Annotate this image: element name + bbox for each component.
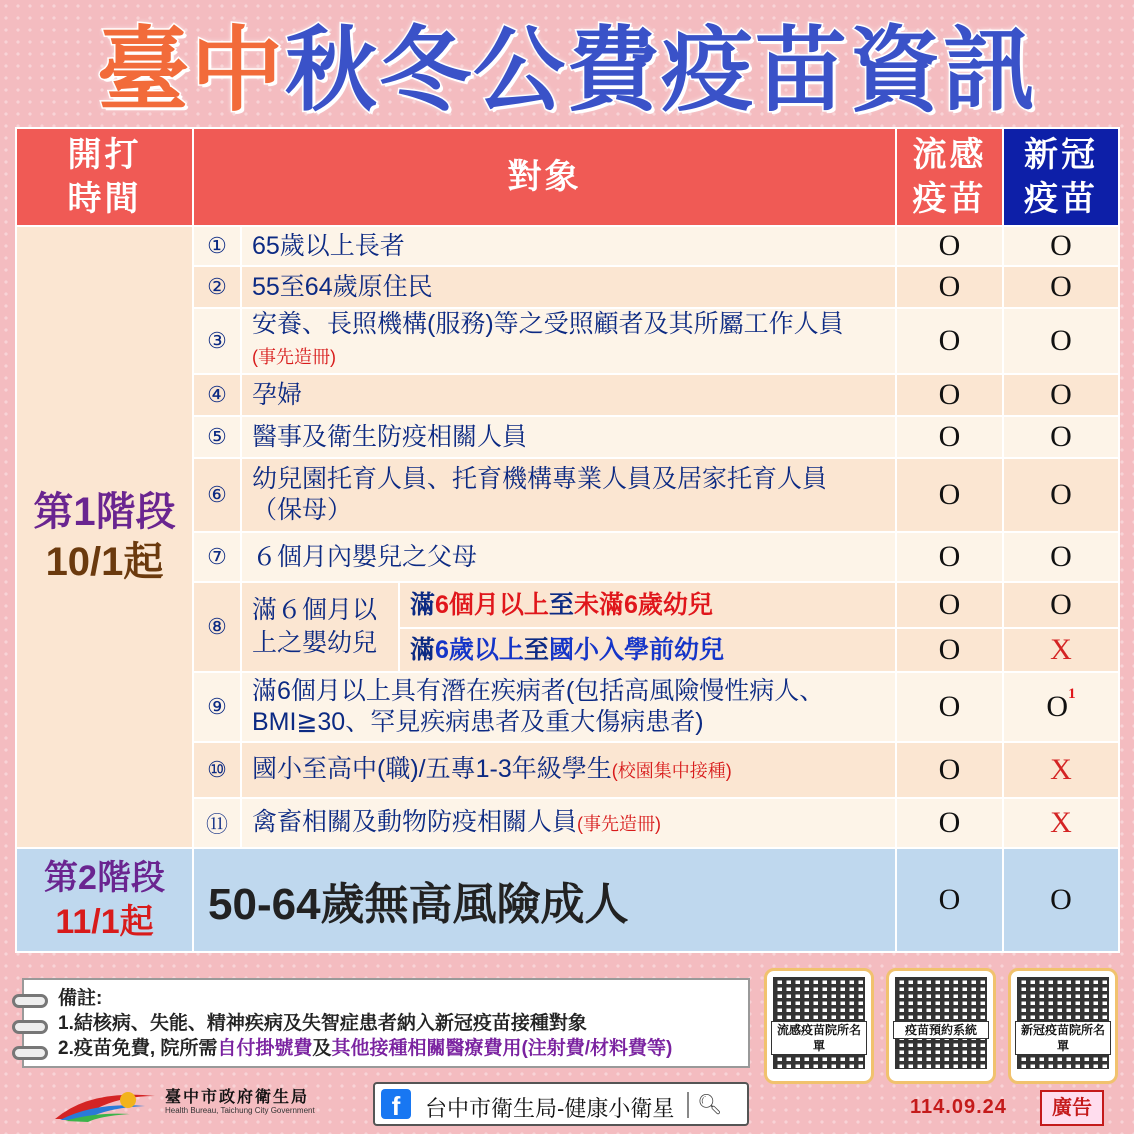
row-number: ② [193,266,241,308]
row-number: ④ [193,374,241,416]
facebook-icon: f [381,1089,411,1119]
covid-mark: X [1003,798,1119,848]
row-target: 65歲以上長者 [241,226,896,266]
row-number: ⑧ [193,582,241,672]
health-bureau-logo [50,1084,370,1128]
notes-box [22,978,750,1068]
row-number: ③ [193,308,241,374]
row-target: 55至64歲原住民 [241,266,896,308]
covid-mark: O [1003,226,1119,266]
flu-mark: O [896,266,1003,308]
stage-2-target: 50-64歲無高風險成人 [193,848,896,952]
notes-line-1: 1.結核病、失能、精神疾病及失智症患者納入新冠疫苗接種對象 [58,1013,587,1034]
ad-badge: 廣告 [1040,1090,1104,1126]
qr-label: 流感疫苗院所名單 [771,1021,867,1055]
facebook-page-name: 台中市衛生局-健康小衛星 [425,1096,675,1121]
title-part-1: 臺中 [96,17,285,124]
covid-mark: O [1003,848,1119,952]
stage-1-name: 第1階段 [33,490,176,534]
row-number: ⑤ [193,416,241,458]
covid-mark: O [1003,416,1119,458]
row-number: ⑪ [193,798,241,848]
covid-mark: X [1003,628,1119,672]
page-title [0,8,1134,124]
covid-mark: O [1003,308,1119,374]
row-number: ① [193,226,241,266]
stage-2-date: 11/1起 [55,903,154,941]
org-name-en: Health Bureau, Taichung City Government [165,1106,315,1115]
vaccine-table [15,127,1120,953]
notes-heading: 備註: [58,988,103,1009]
covid-mark: O [1003,532,1119,582]
qr-label: 疫苗預約系統 [893,1021,989,1039]
publish-date: 114.09.24 [910,1096,1007,1118]
row-sub-target: 滿6歲以上至國小入學前幼兒 [399,628,896,672]
row-target: 醫事及衛生防疫相關人員 [241,416,896,458]
row-number: ⑦ [193,532,241,582]
flu-mark: O [896,532,1003,582]
divider [687,1092,689,1118]
row-target: 國小至高中(職)/五專1-3年級學生(校園集中接種) [241,742,896,798]
flu-mark: O [896,798,1003,848]
qr-flu-clinics[interactable] [764,968,874,1084]
header-time: 開打 時間 [16,128,193,226]
row-target: 滿6個月以上具有潛在疾病者(包括高風險慢性病人、 BMI≧30、罕見疾病患者及重大傷病患者) [241,672,896,742]
header-flu: 流感 疫苗 [896,128,1003,226]
row-target: 安養、長照機構(服務)等之受照顧者及其所屬工作人員 (事先造冊) [241,308,896,374]
stage-2-name: 第2階段 [44,859,165,897]
table-row [16,226,1119,266]
binder-ring-icon [12,1046,48,1060]
header-target: 對象 [193,128,896,226]
covid-mark: O [1003,266,1119,308]
qr-covid-clinics[interactable] [1008,968,1118,1084]
flu-mark: O [896,226,1003,266]
flu-mark: O [896,628,1003,672]
notes-line-2: 2.疫苗免費, 院所需自付掛號費及其他接種相關醫療費用(注射費/材料費等) [58,1038,673,1059]
row-target: 孕婦 [241,374,896,416]
qr-booking-system[interactable] [886,968,996,1084]
covid-mark: $O^1$ [1003,672,1119,742]
flu-mark: O [896,308,1003,374]
stage-2-cell [16,848,193,952]
row-target: 滿６個月以上之嬰幼兒 [241,582,399,672]
flu-mark: O [896,742,1003,798]
flu-mark: O [896,848,1003,952]
row-number: ⑩ [193,742,241,798]
flu-mark: O [896,458,1003,532]
org-name: 臺中市政府衛生局 [165,1089,310,1106]
facebook-search-bar[interactable] [373,1082,749,1126]
row-target: 幼兒園托育人員、托育機構專業人員及居家托育人員 （保母） [241,458,896,532]
binder-ring-icon [12,1020,48,1034]
title-part-2: 秋冬公費疫苗資訊 [285,17,1038,124]
flu-mark: O [896,582,1003,628]
covid-mark: O [1003,374,1119,416]
row-number: ⑨ [193,672,241,742]
stage-1-cell [16,226,193,848]
search-icon[interactable]: 🔍︎ [697,1094,723,1116]
stage-1-date: 10/1起 [45,540,164,584]
row-sub-target: 滿6個月以上至未滿6歲幼兒 [399,582,896,628]
header-covid: 新冠 疫苗 [1003,128,1119,226]
covid-mark: O [1003,582,1119,628]
flu-mark: O [896,374,1003,416]
row-target: 禽畜相關及動物防疫相關人員(事先造冊) [241,798,896,848]
footnote-marker: 1 [1068,686,1076,702]
row-target: ６個月內嬰兒之父母 [241,532,896,582]
covid-mark: O [1003,458,1119,532]
stage-2-row [16,848,1119,952]
flu-mark: O [896,672,1003,742]
qr-label: 新冠疫苗院所名單 [1015,1021,1111,1055]
flu-mark: O [896,416,1003,458]
binder-ring-icon [12,994,48,1008]
covid-mark: X [1003,742,1119,798]
bureau-emblem-icon [50,1084,160,1124]
row-number: ⑥ [193,458,241,532]
